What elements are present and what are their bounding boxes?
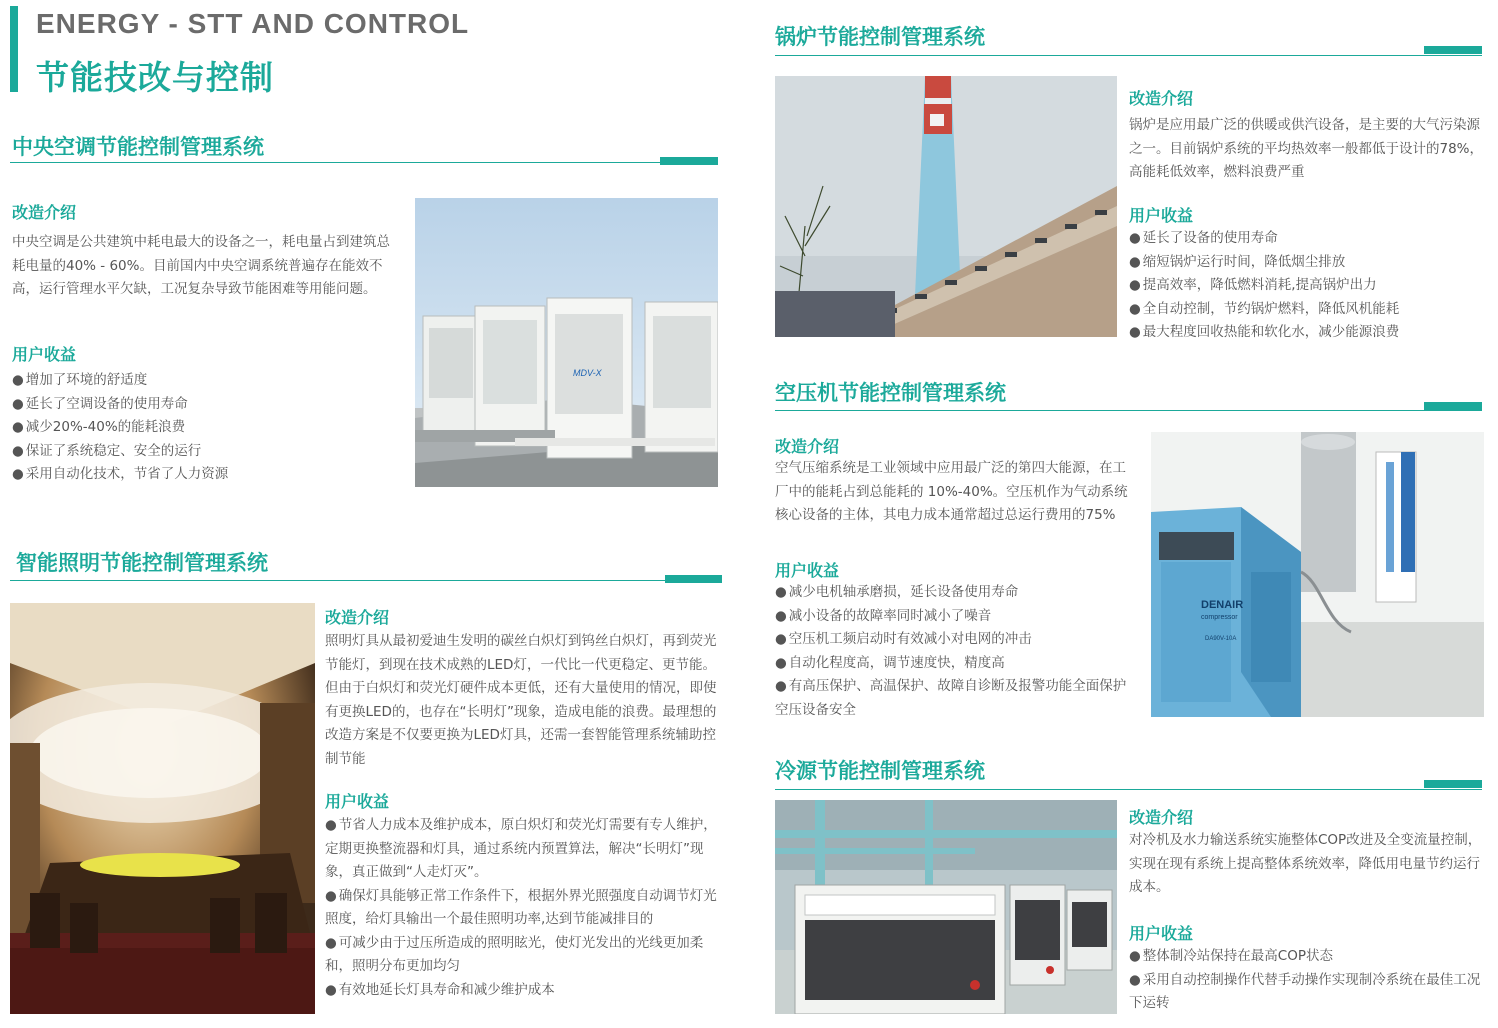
chiller-benefit-label: 用户收益 [1129, 924, 1194, 943]
list-item: ● 延长了设备的使用寿命 [1129, 230, 1278, 246]
lighting-benefit-list [325, 814, 720, 1002]
hvac-title-block [660, 157, 718, 165]
chiller-benefit-list [1129, 945, 1484, 1016]
boiler-title-underline [775, 55, 1482, 56]
compressor-intro-label: 改造介绍 [775, 437, 840, 456]
compressor-benefit-label: 用户收益 [775, 561, 840, 580]
lighting-title-block [665, 575, 722, 583]
hvac-title-underline [10, 162, 718, 163]
list-item: ● 提高效率，降低燃料消耗,提高锅炉出力 [1129, 277, 1377, 293]
hvac-benefit-label: 用户收益 [12, 345, 77, 364]
chiller-section-title: 冷源节能控制管理系统 [775, 759, 985, 783]
list-item: ● 可减少由于过压所造成的照明眩光，使灯光发出的光线更加柔和，照明分布更加均匀 [325, 934, 704, 974]
list-item: ● 空压机工频启动时有效减小对电网的冲击 [775, 631, 1032, 647]
hvac-rooftop-units-photo [415, 198, 718, 487]
list-item: ● 有高压保护、高温保护、故障自诊断及报警功能全面保护空压设备安全 [775, 678, 1127, 718]
list-item: ● 缩短锅炉运行时间，降低烟尘排放 [1129, 253, 1346, 270]
chiller-intro-label: 改造介绍 [1129, 808, 1194, 827]
chiller-title-block [1424, 780, 1482, 788]
compressor-section-title: 空压机节能控制管理系统 [775, 381, 1006, 405]
list-item: ● 整体制冷站保持在最高COP状态 [1129, 948, 1333, 964]
header-title-cn: 节能技改与控制 [36, 58, 274, 97]
header-title-en: ENERGY - STT AND CONTROL [36, 8, 470, 39]
compressor-model-text: DA90V-10A [1205, 636, 1237, 642]
hvac-benefit-list [12, 369, 402, 487]
lighting-conference-room-photo [10, 603, 315, 1014]
list-item: ● 采用自动化技术，节省了人力资源 [12, 466, 229, 482]
chiller-title-underline [775, 789, 1482, 790]
hvac-unit-logo: MDV-X [573, 368, 602, 378]
list-item: ● 有效地延长灯具寿命和减少维护成本 [325, 981, 555, 998]
boiler-section-title: 锅炉节能控制管理系统 [775, 25, 985, 49]
compressor-brand-subtext: compressor [1201, 614, 1238, 621]
boiler-benefit-list [1129, 227, 1484, 345]
chiller-plant-photo [775, 800, 1117, 1014]
lighting-section-title: 智能照明节能控制管理系统 [16, 551, 268, 575]
compressor-title-block [1424, 402, 1482, 410]
boiler-chimney-photo [775, 76, 1117, 337]
list-item: ● 节省人力成本及维护成本，原白炽灯和荧光灯需要有专人维护，定期更换整流器和灯具，通过系统内预置算法，解决“长明灯”现象，真正做到“人走灯灭”。 [325, 817, 717, 880]
list-item: ● 减少20%-40%的能耗浪费 [12, 419, 186, 435]
boiler-benefit-label: 用户收益 [1129, 206, 1194, 225]
list-item: ● 保证了系统稳定、安全的运行 [12, 442, 202, 459]
compressor-title-underline [775, 410, 1482, 411]
compressor-equipment-photo [1151, 432, 1484, 717]
lighting-title-underline [10, 580, 722, 581]
lighting-intro-label: 改造介绍 [325, 608, 390, 627]
list-item: ● 减少电机轴承磨损，延长设备使用寿命 [775, 584, 1019, 600]
list-item: ● 减小设备的故障率同时减小了噪音 [775, 607, 992, 624]
list-item: ● 自动化程度高，调节速度快，精度高 [775, 654, 1005, 671]
chiller-intro-text: 对冷机及水力输送系统实施整体COP改进及全变流量控制，实现在现有系统上提高整体系统效率，降低用电量节约运行成本。 [1129, 832, 1482, 895]
boiler-title-block [1424, 46, 1482, 54]
list-item: ● 增加了环境的舒适度 [12, 372, 148, 388]
list-item: ● 采用自动控制操作代替手动操作实现制冷系统在最佳工况下运转 [1129, 971, 1481, 1011]
list-item: ● 最大程度回收热能和软化水，减少能源浪费 [1129, 324, 1400, 340]
lighting-intro-text: 照明灯具从最初爱迪生发明的碳丝白炽灯到钨丝白炽灯，再到荧光节能灯，到现在技术成熟的LED灯，一代比一代更稳定、更节能。但由于白炽灯和荧光灯硬件成本更低，还有大量使用的情况，即使有更换LED的，也存在“长明灯”现象，造成电能的浪费。最理想的改造方案是不仅要更换为LED灯具，还需一套智能管理系统辅助控制节能 [325, 633, 717, 767]
compressor-benefit-list [775, 581, 1135, 722]
boiler-intro-label: 改造介绍 [1129, 89, 1194, 108]
list-item: ● 确保灯具能够正常工作条件下，根据外界光照强度自动调节灯光照度，给灯具输出一个最佳照明功率,达到节能减排目的 [325, 887, 717, 927]
hvac-intro-text: 中央空调是公共建筑中耗电最大的设备之一，耗电量占到建筑总耗电量的40% - 60%。目前国内中央空调系统普遍存在能效不高，运行管理水平欠缺，工况复杂导致节能困难等用能问题。 [12, 234, 390, 297]
hvac-section-title: 中央空调节能控制管理系统 [12, 135, 264, 159]
compressor-intro-text: 空气压缩系统是工业领域中应用最广泛的第四大能源，在工厂中的能耗占到总能耗的 10%-40%。空压机作为气动系统核心设备的主体，其电力成本通常超过总运行费用的75% [775, 460, 1128, 523]
header-accent-bar [10, 6, 18, 92]
list-item: ● 延长了空调设备的使用寿命 [12, 395, 188, 412]
lighting-benefit-label: 用户收益 [325, 792, 390, 811]
list-item: ● 全自动控制，节约锅炉燃料，降低风机能耗 [1129, 300, 1400, 317]
compressor-brand-text: DENAIR [1201, 599, 1244, 611]
hvac-intro-label: 改造介绍 [12, 203, 77, 222]
boiler-intro-text: 锅炉是应用最广泛的供暖或供汽设备，是主要的大气污染源之一。目前锅炉系统的平均热效率一般都低于设计的78%，高能耗低效率，燃料浪费严重 [1129, 117, 1484, 180]
